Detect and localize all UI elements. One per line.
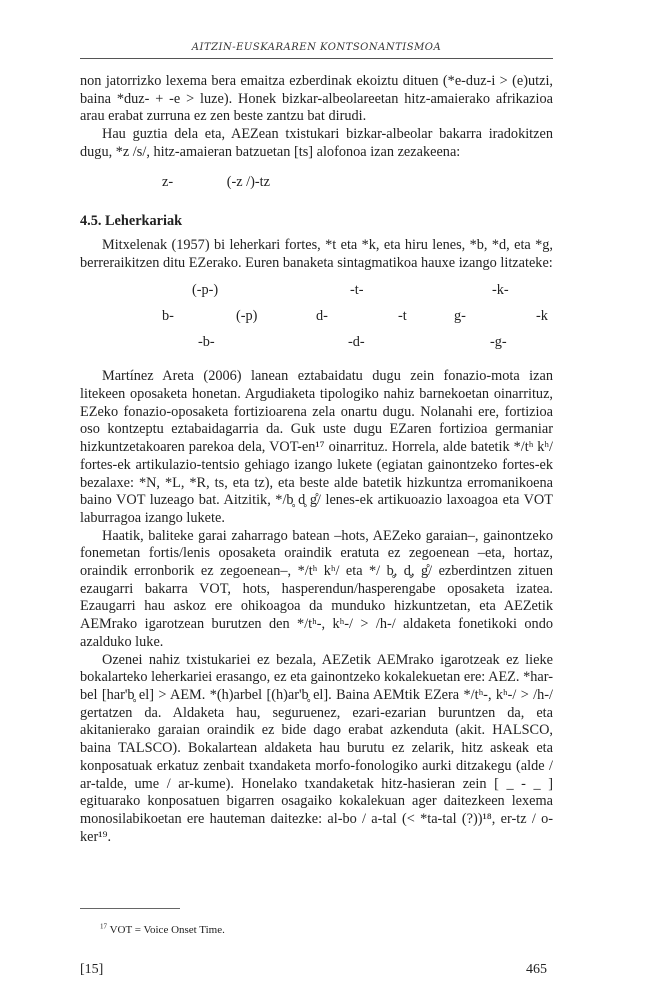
table-cell: -t bbox=[398, 308, 407, 325]
table-cell: (-p-) bbox=[192, 282, 219, 299]
section-number: [15] bbox=[80, 962, 104, 977]
paragraph-1: non jatorrizko lexema bera emaitza ezberdinak ekoiztu dituen (*e-duz-i > (e)utzi, baina *duz- + -e > luze). Honek bizkar-albeolareetan hitz-amaierako afrikazioa arau erabat zurruna ez zen beste zantzu bat dirudi. bbox=[80, 73, 553, 125]
body-text bbox=[80, 73, 553, 846]
paragraph-5: Haatik, baliteke garai zaharrago batean –hots, AEZeko garaian–, gainontzeko fonemetan fortis/lenis oposaketa oraindik eratuta ez zegoenean –eta, hortaz, oraindik erronborik ez zegoenean–, */tʰ kʰ/ eta */ b̥, d̥, g̊/ ezberdintzen zituen ezaugarri bakarra VOT, hots, hasperendun/hasperengabe oposaketa izatea. Ezaugarri hau askoz ere ohikoagoa da munduko hizkuntzetan, eta AEZetik AEMrako igarotzean burutzen den */tʰ-, kʰ-/ > /h-/ aldaketa fonetikoki ondo azalduko luke. bbox=[80, 527, 553, 650]
table-cell: -d- bbox=[348, 334, 365, 351]
footnote-rule bbox=[80, 908, 180, 909]
table-cell: -k bbox=[536, 308, 548, 325]
header-rule bbox=[80, 58, 553, 59]
table-cell: -k- bbox=[492, 282, 509, 299]
stop-distribution-table bbox=[80, 282, 553, 368]
table-cell: -g- bbox=[490, 334, 507, 351]
table-cell: -b- bbox=[198, 334, 215, 351]
footnote-text: VOT = Voice Onset Time. bbox=[109, 924, 225, 936]
formula-right: (-z /)-tz bbox=[226, 173, 270, 190]
formula bbox=[162, 174, 553, 192]
table-cell: (-p) bbox=[236, 308, 258, 325]
table-cell: g- bbox=[454, 308, 466, 325]
section-heading: 4.5. Leherkariak bbox=[80, 213, 183, 230]
footnote-number: 17 bbox=[100, 922, 107, 931]
formula-left: z- bbox=[162, 173, 174, 190]
paragraph-6: Ozenei nahiz txistukariei ez bezala, AEZetik AEMrako igarotzeak ez lieke bokalarteko leherkariei erasango, ez eta gainontzeko kokalekuetan ere: AEZ. *har-bel [har'b̥ el] > AEM. *(h)arbel [(h)ar'b̥ el]. Baina AEMtik EZera */tʰ-, kʰ-/ > /h-/ gertatzen da. Aldaketa hau, seguruenez, ezari-ezarian buruntzen da, eta akitanierako garaian oraindik ez bide dago erabat azkenduta (akit. HALSCO, baina TALSCO). Bokalartean aldaketa hau burutu ez zelarik, hitz askeak eta konposatuak erkatuz zenbait txandaketa morfo-fonologiko aurki ditzakegu (alde / ar-talde, ume / ar-kume). Honelako txandaketak hitz-hasieran zein [ _ - _ ] egituarako konposatuen bigarren osagaiko kokalekuan ager daitezkeen lexema monosilabikoetan ere hauteman daitezke: al-bo / a-tal (< *ta-tal (?))¹⁸, er-tz / o-ker¹⁹. bbox=[80, 651, 553, 845]
paragraph-3: Mitxelenak (1957) bi leherkari fortes, *t eta *k, eta hiru lenes, *b, *d, eta *g, berreraikitzen ditu EZerako. Euren banaketa sintagmatikoa hauxe izango litzateke: bbox=[80, 236, 553, 271]
running-header: AITZIN-EUSKARAREN KONTSONANTISMOA bbox=[191, 42, 442, 53]
paragraph-4: Martínez Areta (2006) lanean eztabaidatu dugu zein fonazio-mota izan litekeen oposaketa honetan. Argudiaketa tipologiko nahiz barnekoetan oinarrituz, EZeko fonazio-oposaketa fortizioarena zela onartu dugu. Nolanahi ere, fortizioa oso kontzeptu eztabaidagarria da. Guk uste dugu EZaren fortizioa germaniar hizkuntzetakoaren parekoa dela, VOT-en¹⁷ oinarrituz. Horrela, alde batetik */tʰ kʰ/ fortes-ek artikulazio-tentsio gehiago izango lukete (egiatan gainontzeko fortes-ek bezalaxe: *N, *L, *R, ts, eta tz), eta beste alde batetik hizkuntza erromanikoena baino VOT luzeago bat. Aitzitik, */b̥ d̥ g̊/ lenes-ek artikuoazio laxoagoa eta VOT laburragoa izango lukete. bbox=[80, 368, 553, 526]
table-cell: b- bbox=[162, 308, 174, 325]
paragraph-2: Hau guztia dela eta, AEZean txistukari bizkar-albeolar bakarra iradokitzen dugu, *z /s/, hitz-amaieran batzuetan [ts] alofonoa izan zezakeena: bbox=[80, 126, 553, 160]
footnote bbox=[100, 924, 225, 936]
table-cell: d- bbox=[316, 308, 328, 325]
table-cell: -t- bbox=[350, 282, 364, 299]
page-number: 465 bbox=[526, 962, 547, 977]
